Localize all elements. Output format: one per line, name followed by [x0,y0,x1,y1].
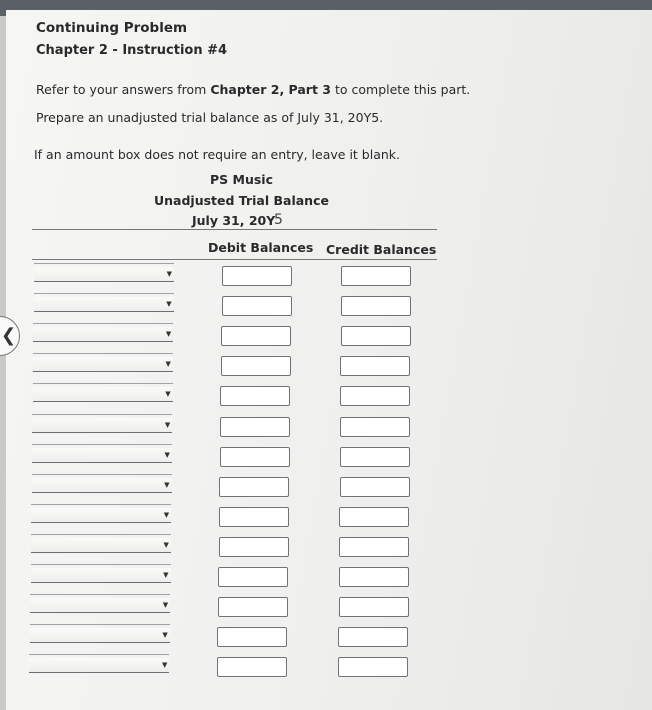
statement-date: July 31, 20Y [192,213,276,228]
instruction-title: Chapter 2 - Instruction #4 [36,43,228,58]
dropdown-arrow-icon: ▼ [165,330,172,339]
account-select[interactable] [31,568,171,583]
dropdown-arrow-icon: ▼ [166,270,172,278]
dropdown-arrow-icon: ▼ [162,661,168,670]
dropdown-arrow-icon: ▼ [166,300,172,309]
credit-input[interactable] [339,537,409,557]
credit-input[interactable] [341,266,411,286]
credit-input[interactable] [341,326,411,346]
account-select[interactable] [32,448,172,463]
statement-name: Unadjusted Trial Balance [154,193,329,208]
credit-input[interactable] [338,657,408,677]
debit-input[interactable] [218,597,288,617]
debit-input[interactable] [217,627,287,647]
credit-input[interactable] [340,356,410,376]
debit-input[interactable] [221,326,291,346]
instruction-line-2: Prepare an unadjusted trial balance as of July 31, 20Y5. [36,110,384,125]
credit-input[interactable] [339,597,409,617]
dropdown-arrow-icon: ▼ [163,571,169,579]
debit-input[interactable] [218,567,288,587]
dropdown-arrow-icon: ▼ [163,540,169,549]
account-select[interactable] [33,357,173,372]
dropdown-arrow-icon: ▼ [162,631,168,640]
credit-input[interactable] [340,386,410,406]
dropdown-arrow-icon: ▼ [164,450,170,459]
debit-input[interactable] [219,537,289,557]
account-select[interactable] [29,658,169,673]
debit-input[interactable] [219,507,289,527]
credit-input[interactable] [340,477,410,497]
text-cursor-icon: 5 [274,212,283,228]
debit-input[interactable] [222,296,292,316]
debit-input[interactable] [220,417,290,437]
account-select[interactable] [34,297,174,312]
credit-input[interactable] [341,296,411,316]
dropdown-arrow-icon: ▼ [162,601,169,610]
debit-input[interactable] [222,266,292,286]
credit-column-header: Credit Balances [326,242,437,257]
dropdown-arrow-icon: ▼ [165,360,171,369]
header-divider [32,229,437,230]
account-select[interactable] [31,538,171,553]
credit-input[interactable] [340,417,410,437]
debit-input[interactable] [217,657,287,677]
credit-input[interactable] [339,567,409,587]
credit-input[interactable] [339,507,409,527]
account-select[interactable] [33,327,173,342]
dropdown-arrow-icon: ▼ [164,420,171,429]
account-select[interactable] [32,418,172,433]
debit-input[interactable] [220,386,290,406]
account-select[interactable] [33,387,173,402]
debit-input[interactable] [221,356,291,376]
account-select[interactable] [32,478,172,493]
debit-column-header: Debit Balances [208,240,314,255]
account-select[interactable] [30,598,170,613]
credit-input[interactable] [338,627,408,647]
credit-input[interactable] [340,447,410,467]
company-name: PS Music [210,172,273,187]
problem-title: Continuing Problem [36,20,188,36]
instruction-line-3: If an amount box does not require an entry, leave it blank. [34,147,400,162]
debit-input[interactable] [219,477,289,497]
dropdown-arrow-icon: ▼ [164,480,170,489]
chevron-left-icon: ❮ [1,325,17,346]
instruction-line-1: Refer to your answers from Chapter 2, Part 3 to complete this part. [36,82,471,97]
dropdown-arrow-icon: ▼ [165,390,171,399]
account-select[interactable] [30,628,170,643]
dropdown-arrow-icon: ▼ [163,510,170,519]
debit-input[interactable] [220,447,290,467]
account-select[interactable] [31,508,171,523]
account-select[interactable] [34,267,174,282]
column-header-divider [32,259,437,260]
